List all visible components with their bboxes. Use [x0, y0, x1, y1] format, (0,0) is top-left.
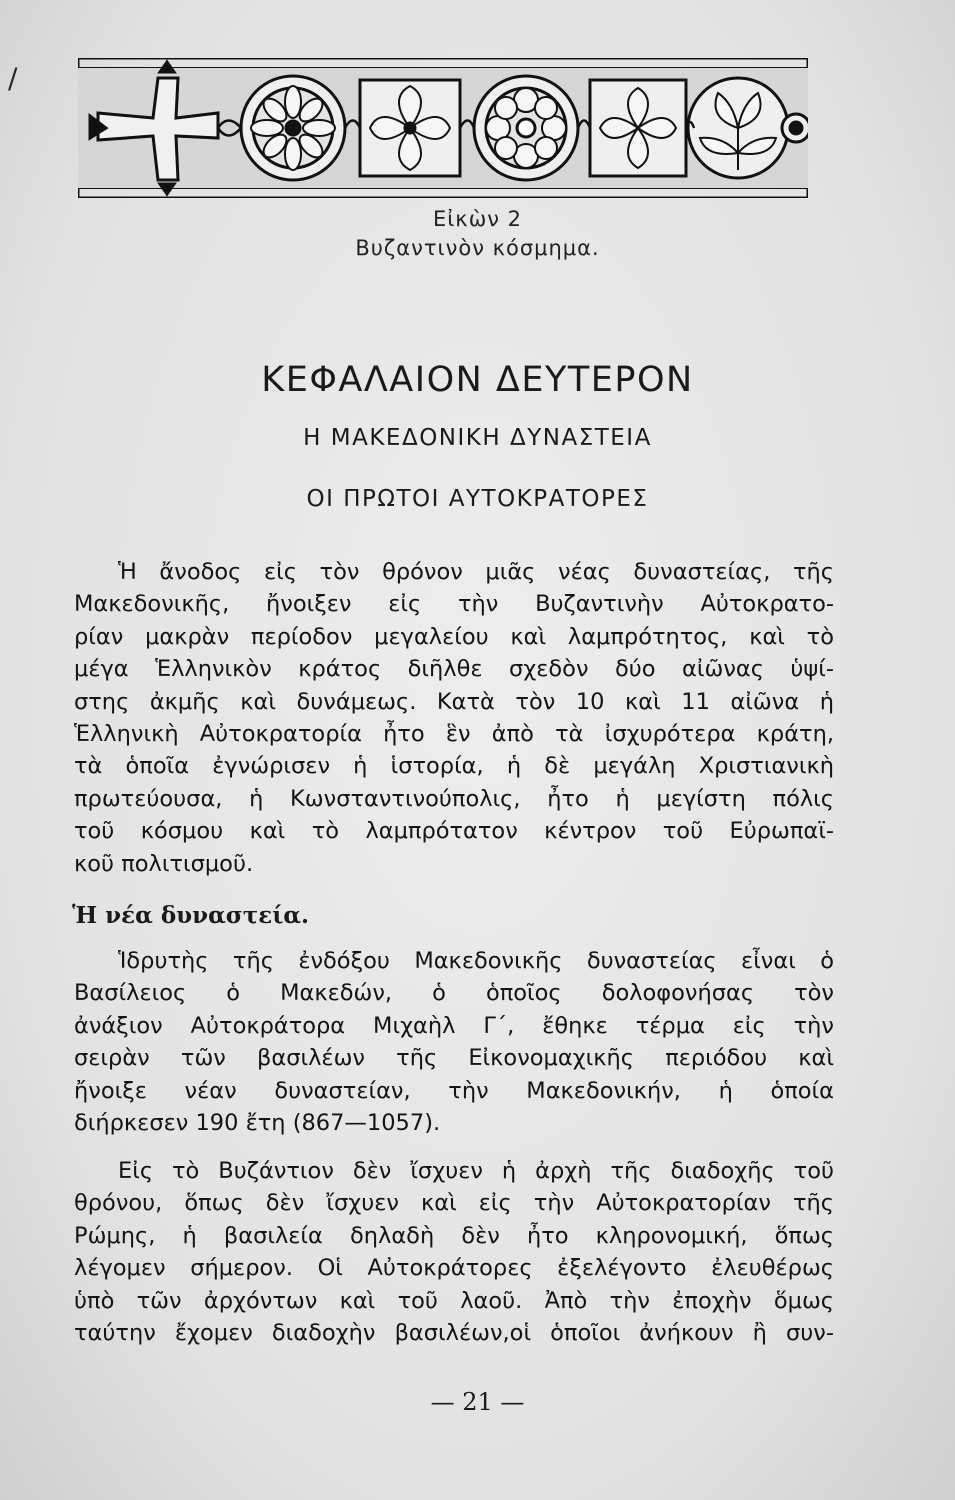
text-line: Ἑλληνικὴ Αὐτοκρατορία ἦτο ἓν ἀπὸ τὰ ἰσχυρότερα κράτη,: [74, 721, 834, 748]
text-line: Εἰς τὸ Βυζάντιον δὲν ἴσχυεν ἡ ἀρχὴ τῆς διαδοχῆς τοῦ: [118, 1158, 834, 1184]
text-line: ταύτην ἔχομεν διαδοχὴν βασιλέων,οἱ ὁποῖοι ἀνήκουν ἢ συν-: [74, 1320, 834, 1347]
text-line: σειρὰν τῶν βασιλέων τῆς Εἰκονομαχικῆς περιόδου καὶ: [74, 1045, 834, 1072]
section-subtitle: ΟΙ ΠΡΩΤΟΙ ΑΥΤΟΚΡΑΤΟΡΕΣ: [306, 486, 649, 512]
text-line: θρόνου, ὅπως δὲν ἴσχυεν καὶ εἰς τὴν Αὐτοκρατορίαν τῆς: [74, 1190, 834, 1217]
text-line: Ρώμης, ἡ βασιλεία δηλαδὴ δὲν ἦτο κληρονομική, ὅπως: [74, 1222, 834, 1249]
paragraph-intro: [74, 556, 834, 880]
text-line: στης ἀκμῆς καὶ δυνάμεως. Κατὰ τὸν 10 καὶ 11 αἰῶνα ἡ: [74, 688, 834, 715]
paragraph-founder: [74, 945, 834, 1139]
figure-caption-number: Εἰκὼν 2: [432, 207, 523, 231]
text-line: διήρκεσεν 190 ἔτη (867—1057).: [74, 1110, 441, 1137]
text-line: πρωτεύουσα, ἡ Κωνσταντινούπολις, ἦτο ἡ μεγίστη πόλις: [74, 785, 834, 812]
text-line: μέγα Ἑλληνικὸν κράτος διῆλθε σχεδὸν δύο αἰῶνας ὑψί-: [74, 656, 834, 683]
text-line: Μακεδονικῆς, ἤνοιξεν εἰς τὴν Βυζαντινὴν Αὐτοκρατο-: [74, 591, 834, 618]
text-line: Ἱδρυτὴς τῆς ἐνδόξου Μακεδονικῆς δυναστείας εἶναι ὁ: [118, 948, 834, 974]
margin-pencil-mark: /: [8, 62, 18, 95]
text-line: Βασίλειος ὁ Μακεδών, ὁ ὁποῖος δολοφονήσας τὸν: [74, 980, 834, 1007]
text-line: τὰ ὁποῖα ἐγνώρισεν ἡ ἱστορία, ἡ δὲ μεγάλη Χριστιανικὴ: [74, 753, 834, 780]
paragraph-succession: [74, 1155, 834, 1349]
figure-caption-text: Βυζαντινὸν κόσμημα.: [355, 236, 600, 260]
text-line: ἀνάξιον Αὐτοκράτορα Μιχαὴλ Γ΄, ἔθηκε τέρμα εἰς τὴν: [74, 1012, 834, 1039]
text-line: ὑπὸ τῶν ἀρχόντων καὶ τοῦ λαοῦ. Ἀπὸ τὴν ἐποχὴν ὅμως: [74, 1287, 834, 1314]
section-heading: Ἡ νέα δυναστεία.: [72, 902, 310, 929]
page-number: — 21 —: [430, 1388, 525, 1416]
chapter-title: ΚΕΦΑΛΑΙΟΝ ΔΕΥΤΕΡΟΝ: [261, 360, 694, 400]
chapter-subtitle: Η ΜΑΚΕΔΟΝΙΚΗ ΔΥΝΑΣΤΕΙΑ: [303, 425, 652, 451]
text-line: ρίαν μακρὰν περίοδον μεγαλείου καὶ λαμπρότητος, καὶ τὸ: [74, 623, 834, 650]
text-line: Ἡ ἄνοδος εἰς τὸν θρόνον μιᾶς νέας δυναστείας, τῆς: [118, 559, 834, 585]
text-line: λέγομεν σήμερον. Οἱ Αὐτοκράτορες ἐξελέγοντο ἐλευθέρως: [74, 1255, 834, 1282]
text-line: κοῦ πολιτισμοῦ.: [74, 850, 254, 877]
text-line: τοῦ κόσμου καὶ τὸ λαμπρότατον κέντρον τοῦ Εὐρωπαϊ-: [74, 818, 834, 845]
text-line: ἤνοιξε νέαν δυναστείαν, τὴν Μακεδονικήν, ἡ ὁποία: [74, 1077, 834, 1104]
byzantine-ornament-figure: [78, 58, 808, 198]
